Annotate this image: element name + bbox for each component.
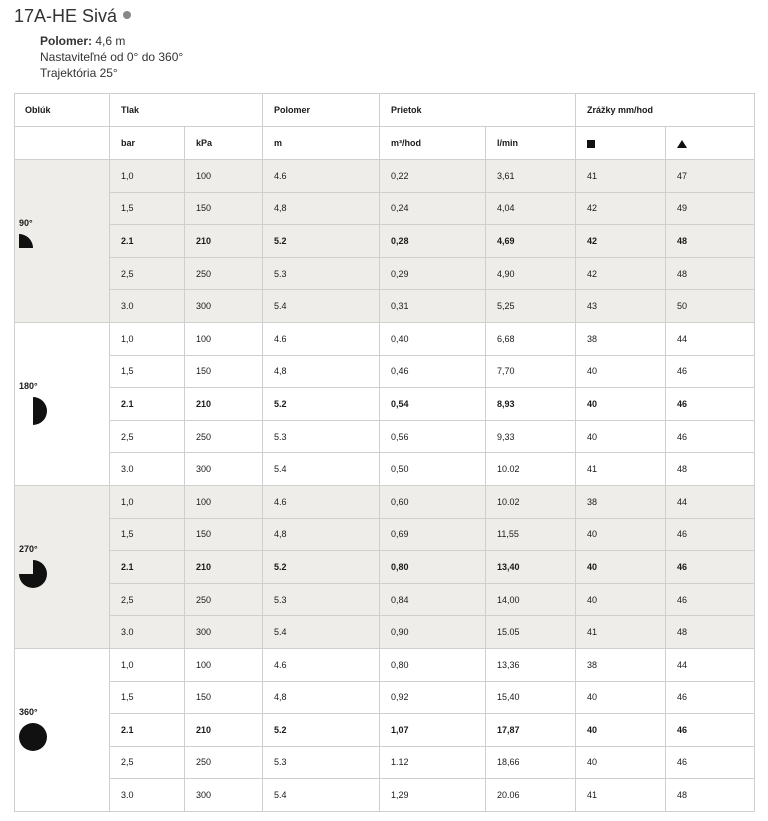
table-cell: 40	[576, 583, 666, 616]
table-cell: 11,55	[486, 518, 576, 551]
table-cell: 42	[576, 192, 666, 225]
product-title	[14, 6, 131, 27]
table-cell: 46	[666, 518, 755, 551]
table-cell: 3.0	[110, 779, 185, 812]
col-bar-header: bar	[110, 127, 185, 160]
table-cell: 50	[666, 290, 755, 323]
table-cell: 100	[185, 648, 263, 681]
quarter-circle-icon	[19, 234, 47, 264]
table-row	[15, 551, 755, 584]
table-cell: 14,00	[486, 583, 576, 616]
half-circle-icon	[19, 397, 47, 427]
table-cell: 49	[666, 192, 755, 225]
table-cell: 5.2	[263, 551, 380, 584]
table-cell: 47	[666, 160, 755, 193]
table-cell: 250	[185, 746, 263, 779]
spec-radius-label: Polomer:	[40, 34, 93, 48]
arc-cell	[15, 160, 110, 323]
table-cell: 1,0	[110, 322, 185, 355]
table-cell: 46	[666, 583, 755, 616]
table-cell: 1,07	[380, 714, 486, 747]
table-row	[15, 714, 755, 747]
table-cell: 48	[666, 257, 755, 290]
table-cell: 210	[185, 551, 263, 584]
table-cell: 4,8	[263, 681, 380, 714]
table-cell: 3.0	[110, 616, 185, 649]
table-row	[15, 192, 755, 225]
table-cell: 2.1	[110, 551, 185, 584]
table-cell: 0,80	[380, 648, 486, 681]
table-cell: 6,68	[486, 322, 576, 355]
table-cell: 38	[576, 648, 666, 681]
table-cell: 18,66	[486, 746, 576, 779]
table-cell: 0,24	[380, 192, 486, 225]
spec-radius	[40, 33, 183, 49]
table-cell: 46	[666, 388, 755, 421]
table-cell: 0,80	[380, 551, 486, 584]
table-cell: 40	[576, 420, 666, 453]
arc-cell	[15, 322, 110, 485]
col-triangle-header	[666, 127, 755, 160]
arc-label: 90°	[19, 217, 33, 228]
table-cell: 0,54	[380, 388, 486, 421]
table-row	[15, 518, 755, 551]
table-row	[15, 160, 755, 193]
table-row	[15, 453, 755, 486]
square-icon	[587, 140, 595, 148]
table-cell: 46	[666, 714, 755, 747]
table-cell: 300	[185, 616, 263, 649]
table-cell: 13,40	[486, 551, 576, 584]
performance-table	[14, 93, 755, 812]
table-cell: 100	[185, 322, 263, 355]
table-cell: 210	[185, 714, 263, 747]
table-row	[15, 257, 755, 290]
table-cell: 46	[666, 681, 755, 714]
table-cell: 1,5	[110, 355, 185, 388]
table-cell: 210	[185, 388, 263, 421]
arc-label: 360°	[19, 706, 38, 717]
table-cell: 300	[185, 779, 263, 812]
table-cell: 5.3	[263, 583, 380, 616]
table-cell: 5.4	[263, 616, 380, 649]
table-row	[15, 290, 755, 323]
table-cell: 40	[576, 355, 666, 388]
arc-cell	[15, 648, 110, 811]
table-cell: 5.4	[263, 290, 380, 323]
table-cell: 4,8	[263, 192, 380, 225]
table-cell: 42	[576, 225, 666, 258]
table-cell: 2,5	[110, 257, 185, 290]
table-cell: 40	[576, 518, 666, 551]
table-cell: 15,40	[486, 681, 576, 714]
table-cell: 100	[185, 485, 263, 518]
table-cell: 0,60	[380, 485, 486, 518]
table-cell: 46	[666, 746, 755, 779]
table-cell: 46	[666, 420, 755, 453]
table-cell: 1,0	[110, 485, 185, 518]
table-row	[15, 779, 755, 812]
table-cell: 44	[666, 322, 755, 355]
table-cell: 48	[666, 225, 755, 258]
table-cell: 40	[576, 746, 666, 779]
table-cell: 10.02	[486, 485, 576, 518]
table-cell: 38	[576, 485, 666, 518]
table-cell: 1,5	[110, 192, 185, 225]
table-cell: 3,61	[486, 160, 576, 193]
table-cell: 3.0	[110, 453, 185, 486]
table-cell: 48	[666, 779, 755, 812]
spec-radius-value: 4,6 m	[95, 34, 126, 48]
table-cell: 41	[576, 160, 666, 193]
table-body	[15, 160, 755, 812]
table-cell: 1,29	[380, 779, 486, 812]
col-m3-header: m³/hod	[380, 127, 486, 160]
table-row	[15, 648, 755, 681]
table-cell: 5.3	[263, 257, 380, 290]
arc-label: 180°	[19, 380, 38, 391]
table-cell: 5.3	[263, 746, 380, 779]
col-arc-header: Oblúk	[15, 94, 110, 127]
table-cell: 4,04	[486, 192, 576, 225]
col-square-header	[576, 127, 666, 160]
table-cell: 5.4	[263, 453, 380, 486]
table-cell: 0,46	[380, 355, 486, 388]
table-cell: 1,5	[110, 518, 185, 551]
full-circle-icon	[19, 723, 47, 753]
table-cell: 150	[185, 192, 263, 225]
table-subheader-row	[15, 127, 755, 160]
table-cell: 41	[576, 616, 666, 649]
col-radius-header: Polomer	[263, 94, 380, 127]
table-cell: 43	[576, 290, 666, 323]
table-cell: 5,25	[486, 290, 576, 323]
table-cell: 2.1	[110, 225, 185, 258]
product-specs	[40, 33, 183, 81]
table-cell: 46	[666, 551, 755, 584]
table-cell: 40	[576, 714, 666, 747]
table-cell: 1,0	[110, 160, 185, 193]
table-cell: 5.3	[263, 420, 380, 453]
table-cell: 10.02	[486, 453, 576, 486]
table-row	[15, 485, 755, 518]
col-m-header: m	[263, 127, 380, 160]
table-cell: 8,93	[486, 388, 576, 421]
table-cell: 300	[185, 453, 263, 486]
table-cell: 9,33	[486, 420, 576, 453]
col-lmin-header: l/min	[486, 127, 576, 160]
table-cell: 46	[666, 355, 755, 388]
table-cell: 0,28	[380, 225, 486, 258]
table-row	[15, 388, 755, 421]
table-cell: 5.2	[263, 388, 380, 421]
table-cell: 4,90	[486, 257, 576, 290]
table-row	[15, 746, 755, 779]
table-row	[15, 681, 755, 714]
table-row	[15, 616, 755, 649]
table-cell: 0,69	[380, 518, 486, 551]
table-cell: 5.2	[263, 225, 380, 258]
table-cell: 2.1	[110, 388, 185, 421]
table-cell: 41	[576, 779, 666, 812]
triangle-icon	[677, 140, 687, 148]
table-cell: 100	[185, 160, 263, 193]
table-cell: 1,5	[110, 681, 185, 714]
table-cell: 0,90	[380, 616, 486, 649]
table-cell: 4.6	[263, 648, 380, 681]
table-cell: 44	[666, 485, 755, 518]
table-cell: 1.12	[380, 746, 486, 779]
spec-trajectory: Trajektória 25°	[40, 66, 118, 80]
table-cell: 42	[576, 257, 666, 290]
three-quarter-circle-icon	[19, 560, 47, 590]
table-cell: 20.06	[486, 779, 576, 812]
col-precip-header: Zrážky mm/hod	[576, 94, 755, 127]
table-cell: 250	[185, 420, 263, 453]
table-cell: 2,5	[110, 420, 185, 453]
col-kpa-header: kPa	[185, 127, 263, 160]
table-cell: 2.1	[110, 714, 185, 747]
table-cell: 1,0	[110, 648, 185, 681]
table-row	[15, 420, 755, 453]
table-header-row	[15, 94, 755, 127]
table-cell: 300	[185, 290, 263, 323]
table-cell: 13,36	[486, 648, 576, 681]
table-cell: 5.2	[263, 714, 380, 747]
table-row	[15, 225, 755, 258]
table-cell: 250	[185, 583, 263, 616]
table-cell: 40	[576, 681, 666, 714]
table-cell: 40	[576, 551, 666, 584]
table-cell: 4.6	[263, 160, 380, 193]
table-cell: 0,84	[380, 583, 486, 616]
col-pressure-header: Tlak	[110, 94, 263, 127]
table-cell: 4,8	[263, 355, 380, 388]
product-title-text: 17A-HE Sivá	[14, 6, 118, 26]
table-cell: 0,92	[380, 681, 486, 714]
table-cell: 4,8	[263, 518, 380, 551]
table-cell: 4.6	[263, 322, 380, 355]
table-cell: 4.6	[263, 485, 380, 518]
table-cell: 210	[185, 225, 263, 258]
table-cell: 15.05	[486, 616, 576, 649]
table-cell: 5.4	[263, 779, 380, 812]
arc-cell	[15, 485, 110, 648]
table-cell: 44	[666, 648, 755, 681]
table-cell: 2,5	[110, 746, 185, 779]
table-cell: 150	[185, 355, 263, 388]
table-cell: 0,56	[380, 420, 486, 453]
table-cell: 0,40	[380, 322, 486, 355]
table-cell: 7,70	[486, 355, 576, 388]
table-cell: 38	[576, 322, 666, 355]
table-cell: 0,29	[380, 257, 486, 290]
table-cell: 0,22	[380, 160, 486, 193]
table-cell: 40	[576, 388, 666, 421]
table-cell: 48	[666, 616, 755, 649]
table-cell: 250	[185, 257, 263, 290]
table-row	[15, 583, 755, 616]
table-cell: 41	[576, 453, 666, 486]
col-arc-subheader	[15, 127, 110, 160]
color-dot-icon	[123, 11, 131, 19]
table-cell: 0,31	[380, 290, 486, 323]
table-cell: 3.0	[110, 290, 185, 323]
table-cell: 48	[666, 453, 755, 486]
spec-adjustable: Nastaviteľné od 0° do 360°	[40, 50, 184, 64]
arc-label: 270°	[19, 543, 38, 554]
table-cell: 150	[185, 518, 263, 551]
table-cell: 2,5	[110, 583, 185, 616]
col-flow-header: Prietok	[380, 94, 576, 127]
table-cell: 0,50	[380, 453, 486, 486]
table-cell: 17,87	[486, 714, 576, 747]
table-cell: 4,69	[486, 225, 576, 258]
table-row	[15, 355, 755, 388]
table-cell: 150	[185, 681, 263, 714]
table-row	[15, 322, 755, 355]
